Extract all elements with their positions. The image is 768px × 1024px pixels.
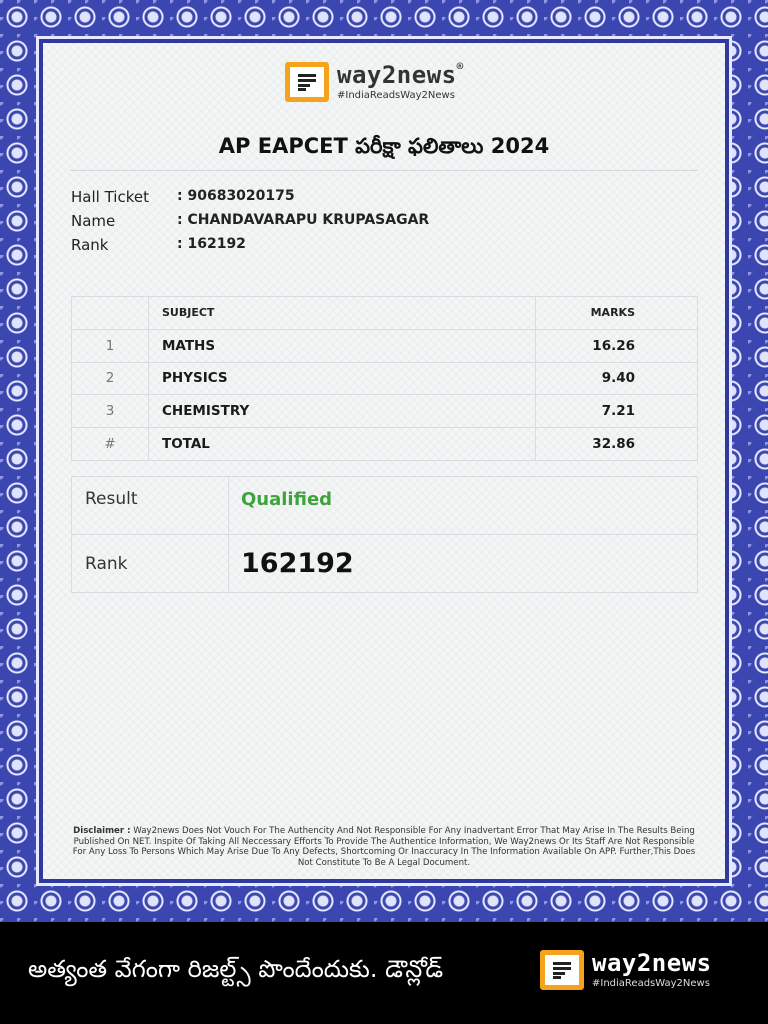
logo-wordmark: way2news® (337, 60, 464, 89)
row-subject: CHEMISTRY (149, 395, 536, 428)
rank-info-row (71, 236, 246, 254)
way2news-logo-icon (540, 950, 584, 990)
way2news-logo (285, 62, 464, 102)
marks-header: MARKS (536, 297, 698, 330)
table-row (72, 395, 698, 428)
way2news-banner-logo[interactable] (540, 950, 712, 990)
row-marks: 32.86 (536, 428, 698, 461)
disclaimer (70, 826, 698, 868)
result-table (71, 476, 698, 593)
rank-row (72, 535, 698, 593)
row-index: 1 (72, 329, 149, 362)
hall-ticket-value: : 90683020175 (177, 188, 295, 204)
page-title: AP EAPCET పరీక్షా ఫలితాలు 2024 (218, 134, 550, 158)
logo-tagline: #IndiaReadsWay2News (592, 978, 710, 989)
result-row (72, 477, 698, 535)
disclaimer-label: Disclaimer : (73, 826, 131, 836)
rank-label: Rank (72, 535, 229, 593)
rank-value: 162192 (229, 535, 698, 593)
name-label: Name (71, 212, 116, 230)
index-header (72, 297, 149, 330)
rank-info-label: Rank (71, 236, 109, 254)
marks-table (71, 296, 698, 461)
title-divider (70, 170, 698, 171)
row-subject: MATHS (149, 329, 536, 362)
hall-ticket-label: Hall Ticket (71, 188, 149, 206)
result-label: Result (72, 477, 229, 535)
row-marks: 7.21 (536, 395, 698, 428)
download-banner[interactable] (0, 922, 768, 1024)
result-status: Qualified (229, 477, 698, 535)
result-sheet (43, 43, 725, 879)
row-subject: PHYSICS (149, 362, 536, 395)
logo-tagline: #IndiaReadsWay2News (337, 90, 455, 101)
disclaimer-text: Way2news Does Not Vouch For The Authencity And Not Responsible For Any Inadvertant Error That May Arise In The Results Being Published On NET. Inspite Of Taking All Neccessary Efforts To Provide The Authentice Information, We Way2news Or Its Staff Are Not Responsible For Any Loss To Persons Which May Arise Due To Any Defects, Shortcoming Or Inaccuracy In The Information Available On APP. Further,This Does Not Constitute To Be A Legal Document. (72, 826, 696, 868)
way2news-logo-icon (285, 62, 329, 102)
row-index: 3 (72, 395, 149, 428)
subject-header: SUBJECT (149, 297, 536, 330)
row-index: # (72, 428, 149, 461)
name-row (71, 212, 429, 230)
row-subject: TOTAL (149, 428, 536, 461)
row-marks: 16.26 (536, 329, 698, 362)
name-value: : CHANDAVARAPU KRUPASAGAR (177, 212, 430, 228)
banner-text: అత్యంత వేగంగా రిజల్ట్స్ పొందేందుకు. డౌన్లోడ్ (28, 955, 444, 983)
table-row (72, 362, 698, 395)
marks-table-header (72, 297, 698, 330)
total-row (72, 428, 698, 461)
row-marks: 9.40 (536, 362, 698, 395)
rank-info-value: : 162192 (177, 236, 246, 252)
hall-ticket-row (71, 188, 295, 206)
table-row (72, 329, 698, 362)
logo-wordmark: way2news (592, 949, 712, 977)
row-index: 2 (72, 362, 149, 395)
